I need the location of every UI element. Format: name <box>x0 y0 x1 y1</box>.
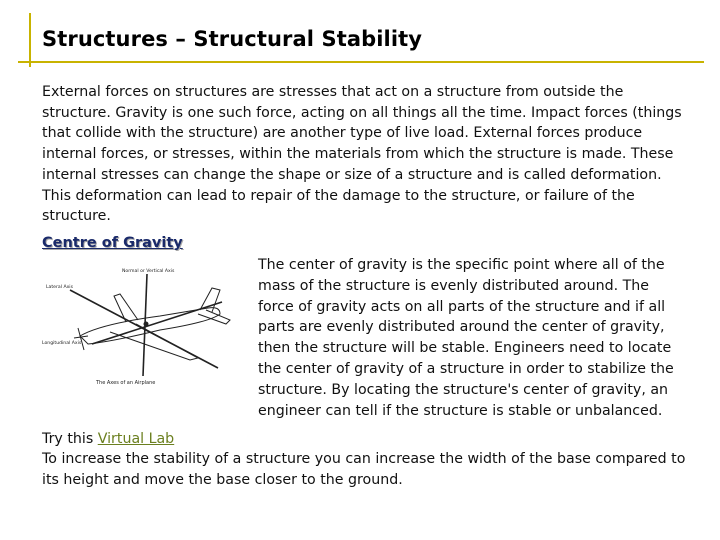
try-prefix: Try this <box>42 431 98 447</box>
normal-axis-label: Normal or Vertical Axis <box>122 269 175 274</box>
title-accent-rule <box>29 13 31 67</box>
intro-paragraph: External forces on structures are stresses that act on a structure from outside the structure. Gravity is one such force, acting on all things all the time. Impact forces (things that collide with the structure) are another type of live load. External forces produce internal forces, or stresses, within the materials from which the structure is made. These internal stresses can change the shape or size of a structure and is called deformation. This deformation can lead to repair of the damage to the structure, or failure of the structure. <box>42 84 682 225</box>
lateral-axis-label: Lateral Axis <box>46 285 73 290</box>
title-underline-rule <box>18 61 704 63</box>
virtual-lab-link[interactable]: Virtual Lab <box>97 431 175 447</box>
try-lab-line <box>42 429 174 449</box>
centre-of-gravity-heading: Centre of Gravity <box>42 235 183 251</box>
figure-caption: The Axes of an Airplane <box>96 380 156 386</box>
airplane-wing <box>110 324 198 360</box>
airplane-axes-diagram <box>40 258 252 390</box>
airplane-wing-far <box>114 294 138 322</box>
longitudinal-axis-line <box>92 302 222 344</box>
slide-title: Structures – Structural Stability <box>42 27 423 51</box>
closing-paragraph: To increase the stability of a structure you can increase the width of the base compared to its height and move the base closer to the ground. <box>42 451 686 488</box>
center-of-gravity-point <box>144 322 149 327</box>
airplane-propeller <box>74 328 88 350</box>
centre-of-gravity-paragraph: The center of gravity is the specific point where all of the mass of the structure is evenly distributed around. The force of gravity acts on all parts of the structure and if all parts are evenly distributed around the center of gravity, then the structure will be stable. Engineers need to locate the center of gravity of a structure in order to stabilize the structure. By locating the structure's center of gravity, an engineer can tell if the structure is stable or unbalanced. <box>258 257 674 419</box>
longitudinal-axis-label: Longitudinal Axis <box>42 341 82 346</box>
